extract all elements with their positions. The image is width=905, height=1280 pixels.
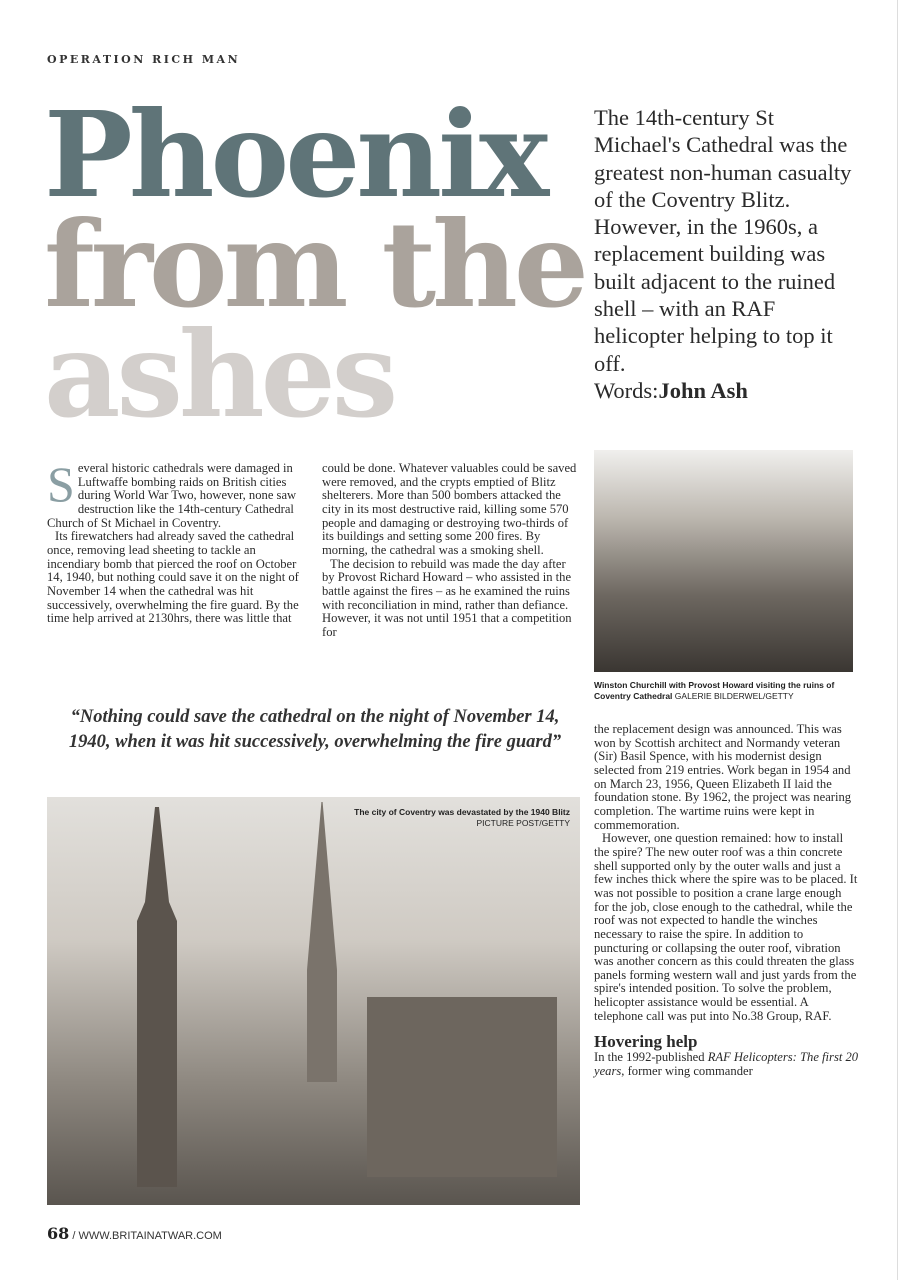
pull-quote: “Nothing could save the cathedral on the night of November 14, 1940, when it was hit successively, overwhelming the fire guard” bbox=[68, 707, 562, 752]
headline-line-1: Phoenix bbox=[44, 85, 546, 224]
byline-name: John Ash bbox=[658, 377, 748, 403]
headline-line-2: from the bbox=[44, 195, 585, 334]
coventry-blitz-photo bbox=[47, 797, 580, 1205]
paragraph: In the 1992-published RAF Helicopters: The first 20 years, former wing commander bbox=[594, 1050, 859, 1079]
paragraph: everal historic cathedrals were damaged in Luftwaffe bombing raids on British cities during World War Two, however, none saw destruction like the 14th-century Cathedral Church of St Michael in Coventry. bbox=[47, 461, 297, 530]
footer-url: WWW.BRITAINATWAR.COM bbox=[78, 1230, 222, 1242]
footer-separator: / bbox=[72, 1230, 76, 1242]
main-photo-caption: The city of Coventry was devastated by the 1940 Blitz PICTURE POST/GETTY bbox=[354, 807, 570, 828]
subheading: Hovering help bbox=[594, 1032, 698, 1052]
churchill-visit-photo bbox=[594, 450, 853, 672]
headline-line-3: ashes bbox=[44, 305, 395, 444]
page-edge-rule bbox=[897, 0, 898, 1280]
page-footer bbox=[47, 1224, 222, 1243]
drop-cap: S bbox=[47, 456, 75, 512]
body-column-3 bbox=[594, 723, 859, 1079]
byline-label: Words: bbox=[594, 377, 659, 403]
paragraph: However, one question remained: how to install the spire? The new outer roof was a thin concrete shell supported only by the outer walls and just a few inches thick where the spire was to be placed. It was not possible to position a crane large enough for the job, close enough to the cathedral, while the roof was not expected to handle the winches necessary to raise the spire. In addition to puncturing or collapsing the outer roof, vibration was another concern as this could threaten the glass panels forming western wall and just yards from the spire's intended position. To solve the problem, helicopter assistance would be essential. A telephone call was put into No.38 Group, RAF. bbox=[594, 831, 858, 1023]
standfirst bbox=[594, 104, 864, 404]
body-column-2 bbox=[322, 462, 580, 640]
paragraph: The decision to rebuild was made the day after by Provost Richard Howard – who assisted in the battle against the fires – as he examined the ruins with reconciliation in mind, rather than defiance. However, it was not until 1951 that a competition for bbox=[322, 556, 572, 639]
body-column-1 bbox=[47, 456, 305, 626]
standfirst-text: The 14th-century St Michael's Cathedral was the greatest non-human casualty of the Coventry Blitz. However, in the 1960s, a replacement building was built adjacent to the ruined shell – with an RAF helicopter helping to top it off. bbox=[594, 105, 852, 376]
section-kicker: OPERATION RICH MAN bbox=[47, 53, 241, 66]
paragraph: Its firewatchers had already saved the cathedral once, removing lead sheeting to tackle an incendiary bomb that pierced the roof on October 14, 1940, but nothing could save it on the night of November 14 when the cathedral was hit successively, overwhelming the fire guard. By the time help arrived at 2130hrs, there was little that bbox=[47, 529, 299, 626]
paragraph: the replacement design was announced. This was won by Scottish architect and Normandy veteran (Sir) Basil Spence, with his modernist design selected from 219 entries. Work began in 1954 and on March 23, 1956, Queen Elizabeth II laid the foundation stone. By 1962, the project was nearing completion. The wartime ruins were kept in commemoration. bbox=[594, 722, 852, 832]
side-photo-caption: Winston Churchill with Provost Howard visiting the ruins of Coventry Cathedral GALERIE BILDERWEL/GETTY bbox=[594, 680, 835, 701]
paragraph: could be done. Whatever valuables could be saved were removed, and the crypts emptied of Blitz shelterers. More than 500 bombers attacked the city in its most destructive raid, killing some 570 people and damaging or destroying two-thirds of its buildings and setting some 200 fires. By morning, the cathedral was a smoking shell. bbox=[322, 461, 577, 557]
page-number: 68 bbox=[47, 1224, 70, 1243]
